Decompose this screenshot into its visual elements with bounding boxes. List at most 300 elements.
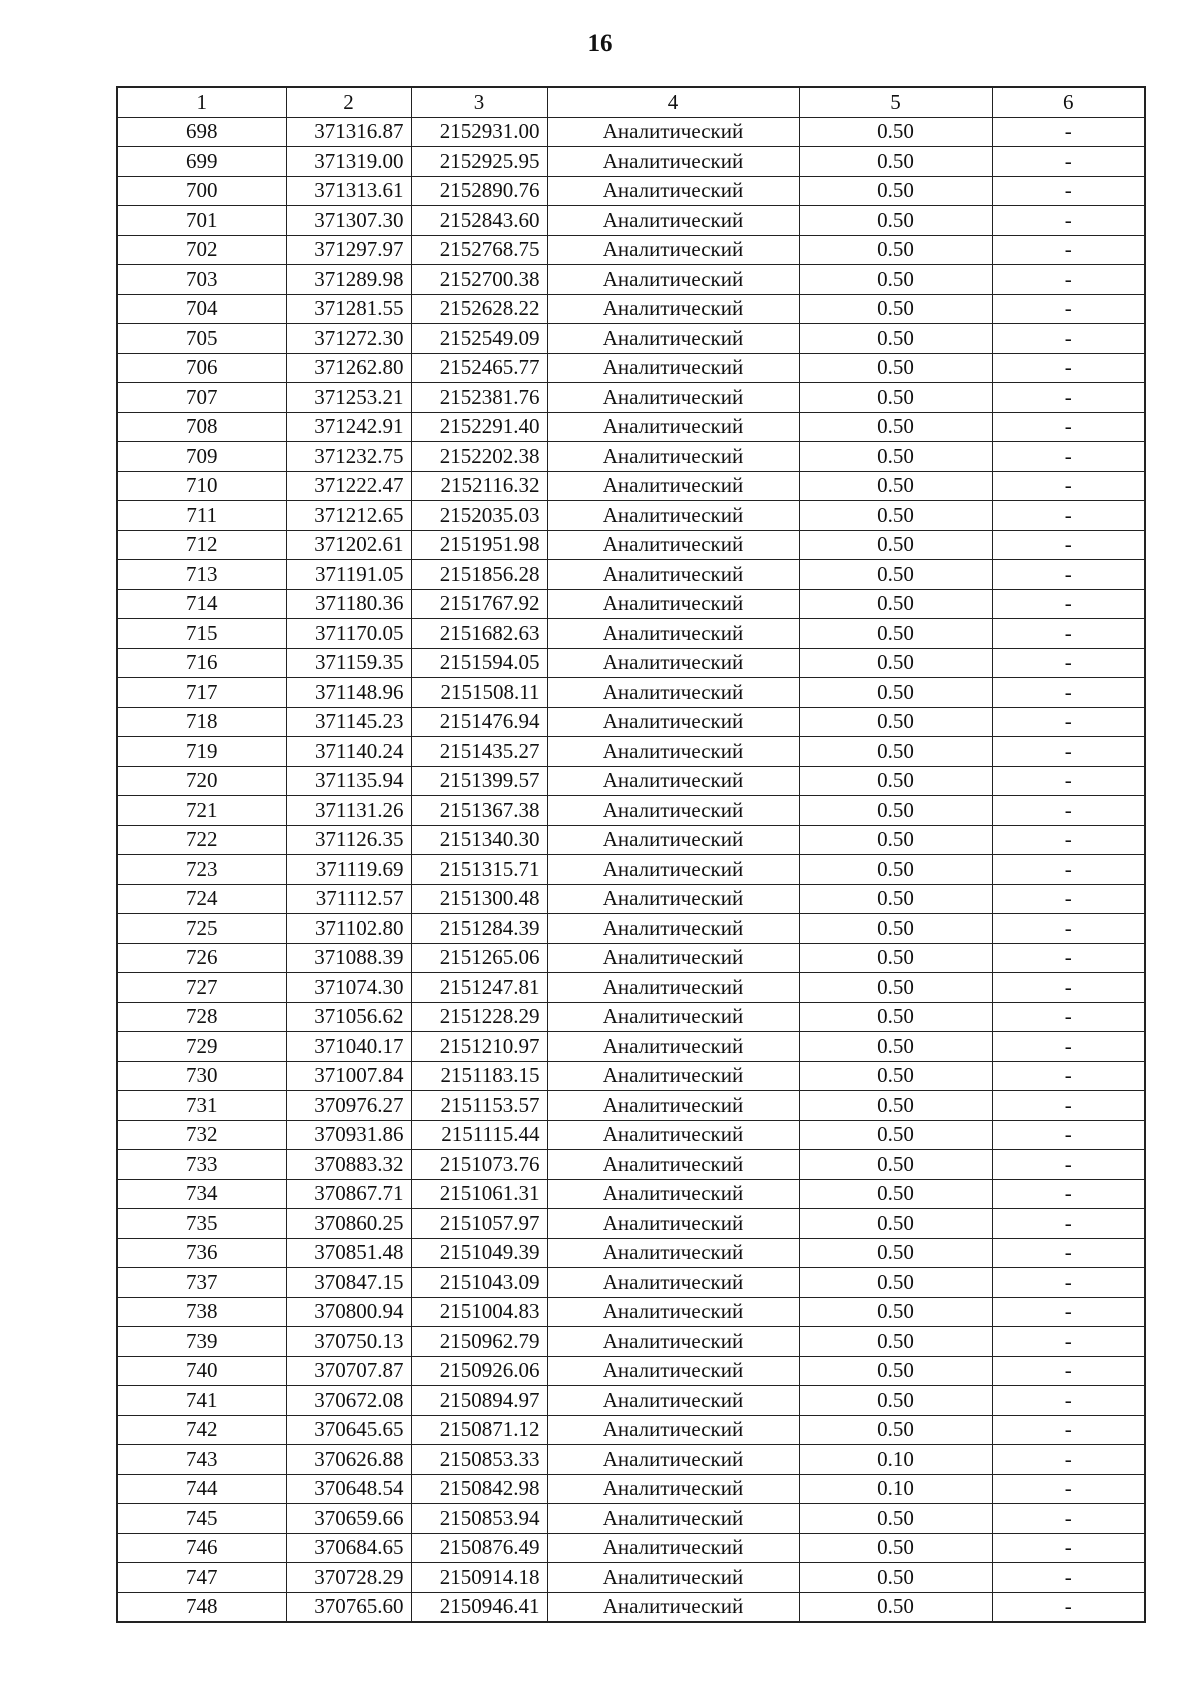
note-cell: - (992, 1415, 1145, 1445)
point-number-cell: 706 (117, 353, 286, 383)
accuracy-cell: 0.50 (799, 1002, 992, 1032)
accuracy-cell: 0.50 (799, 1032, 992, 1062)
method-cell: Аналитический (547, 1533, 799, 1563)
method-cell: Аналитический (547, 737, 799, 767)
x-coordinate-cell: 370684.65 (286, 1533, 411, 1563)
table-row (117, 1533, 1145, 1563)
table-row (117, 501, 1145, 531)
point-number-cell: 720 (117, 766, 286, 796)
accuracy-cell: 0.50 (799, 117, 992, 147)
note-cell: - (992, 1474, 1145, 1504)
x-coordinate-cell: 371253.21 (286, 383, 411, 413)
note-cell: - (992, 412, 1145, 442)
table-row (117, 855, 1145, 885)
table-row (117, 1032, 1145, 1062)
note-cell: - (992, 1504, 1145, 1534)
x-coordinate-cell: 371007.84 (286, 1061, 411, 1091)
point-number-cell: 717 (117, 678, 286, 708)
method-cell: Аналитический (547, 1179, 799, 1209)
x-coordinate-cell: 370707.87 (286, 1356, 411, 1386)
note-cell: - (992, 1592, 1145, 1622)
x-coordinate-cell: 371222.47 (286, 471, 411, 501)
note-cell: - (992, 530, 1145, 560)
point-number-cell: 715 (117, 619, 286, 649)
x-coordinate-cell: 371281.55 (286, 294, 411, 324)
y-coordinate-cell: 2151315.71 (411, 855, 547, 885)
accuracy-cell: 0.10 (799, 1474, 992, 1504)
point-number-cell: 748 (117, 1592, 286, 1622)
x-coordinate-cell: 371040.17 (286, 1032, 411, 1062)
note-cell: - (992, 1002, 1145, 1032)
point-number-cell: 742 (117, 1415, 286, 1445)
note-cell: - (992, 324, 1145, 354)
x-coordinate-cell: 370750.13 (286, 1327, 411, 1357)
accuracy-cell: 0.50 (799, 560, 992, 590)
y-coordinate-cell: 2151682.63 (411, 619, 547, 649)
note-cell: - (992, 855, 1145, 885)
method-cell: Аналитический (547, 265, 799, 295)
accuracy-cell: 0.50 (799, 825, 992, 855)
table-row (117, 1592, 1145, 1622)
y-coordinate-cell: 2152381.76 (411, 383, 547, 413)
method-cell: Аналитический (547, 766, 799, 796)
y-coordinate-cell: 2150853.33 (411, 1445, 547, 1475)
note-cell: - (992, 796, 1145, 826)
accuracy-cell: 0.50 (799, 766, 992, 796)
x-coordinate-cell: 371148.96 (286, 678, 411, 708)
accuracy-cell: 0.50 (799, 1179, 992, 1209)
method-cell: Аналитический (547, 589, 799, 619)
table-row (117, 235, 1145, 265)
method-cell: Аналитический (547, 383, 799, 413)
y-coordinate-cell: 2151043.09 (411, 1268, 547, 1298)
y-coordinate-cell: 2151153.57 (411, 1091, 547, 1121)
x-coordinate-cell: 370800.94 (286, 1297, 411, 1327)
table-row (117, 619, 1145, 649)
note-cell: - (992, 1356, 1145, 1386)
x-coordinate-cell: 371316.87 (286, 117, 411, 147)
note-cell: - (992, 825, 1145, 855)
point-number-cell: 712 (117, 530, 286, 560)
note-cell: - (992, 1120, 1145, 1150)
note-cell: - (992, 206, 1145, 236)
method-cell: Аналитический (547, 560, 799, 590)
method-cell: Аналитический (547, 1268, 799, 1298)
y-coordinate-cell: 2152925.95 (411, 147, 547, 177)
accuracy-cell: 0.50 (799, 973, 992, 1003)
x-coordinate-cell: 371112.57 (286, 884, 411, 914)
table-row (117, 324, 1145, 354)
table-row (117, 1150, 1145, 1180)
point-number-cell: 726 (117, 943, 286, 973)
point-number-cell: 704 (117, 294, 286, 324)
accuracy-cell: 0.50 (799, 678, 992, 708)
note-cell: - (992, 737, 1145, 767)
note-cell: - (992, 1533, 1145, 1563)
x-coordinate-cell: 371170.05 (286, 619, 411, 649)
y-coordinate-cell: 2152291.40 (411, 412, 547, 442)
accuracy-cell: 0.50 (799, 1415, 992, 1445)
method-cell: Аналитический (547, 678, 799, 708)
point-number-cell: 711 (117, 501, 286, 531)
y-coordinate-cell: 2150962.79 (411, 1327, 547, 1357)
note-cell: - (992, 383, 1145, 413)
accuracy-cell: 0.50 (799, 1592, 992, 1622)
x-coordinate-cell: 371232.75 (286, 442, 411, 472)
point-number-cell: 733 (117, 1150, 286, 1180)
table-row (117, 442, 1145, 472)
accuracy-cell: 0.50 (799, 1120, 992, 1150)
table-row (117, 471, 1145, 501)
table-row (117, 1504, 1145, 1534)
x-coordinate-cell: 371191.05 (286, 560, 411, 590)
accuracy-cell: 0.50 (799, 412, 992, 442)
table-row (117, 884, 1145, 914)
y-coordinate-cell: 2151004.83 (411, 1297, 547, 1327)
point-number-cell: 721 (117, 796, 286, 826)
column-header-3: 3 (411, 87, 547, 117)
table-row (117, 796, 1145, 826)
note-cell: - (992, 442, 1145, 472)
accuracy-cell: 0.50 (799, 1209, 992, 1239)
point-number-cell: 728 (117, 1002, 286, 1032)
table-row (117, 1327, 1145, 1357)
y-coordinate-cell: 2151340.30 (411, 825, 547, 855)
method-cell: Аналитический (547, 943, 799, 973)
point-number-cell: 702 (117, 235, 286, 265)
note-cell: - (992, 973, 1145, 1003)
method-cell: Аналитический (547, 1386, 799, 1416)
table-row (117, 265, 1145, 295)
y-coordinate-cell: 2151594.05 (411, 648, 547, 678)
point-number-cell: 727 (117, 973, 286, 1003)
point-number-cell: 701 (117, 206, 286, 236)
x-coordinate-cell: 370931.86 (286, 1120, 411, 1150)
point-number-cell: 698 (117, 117, 286, 147)
accuracy-cell: 0.50 (799, 1356, 992, 1386)
accuracy-cell: 0.50 (799, 471, 992, 501)
accuracy-cell: 0.50 (799, 206, 992, 236)
y-coordinate-cell: 2152202.38 (411, 442, 547, 472)
table-row (117, 1120, 1145, 1150)
column-header-5: 5 (799, 87, 992, 117)
method-cell: Аналитический (547, 707, 799, 737)
y-coordinate-cell: 2151508.11 (411, 678, 547, 708)
note-cell: - (992, 1150, 1145, 1180)
y-coordinate-cell: 2150842.98 (411, 1474, 547, 1504)
table-row (117, 973, 1145, 1003)
x-coordinate-cell: 371119.69 (286, 855, 411, 885)
table-row (117, 1238, 1145, 1268)
x-coordinate-cell: 370851.48 (286, 1238, 411, 1268)
note-cell: - (992, 1445, 1145, 1475)
accuracy-cell: 0.50 (799, 619, 992, 649)
accuracy-cell: 0.50 (799, 324, 992, 354)
y-coordinate-cell: 2151073.76 (411, 1150, 547, 1180)
point-number-cell: 736 (117, 1238, 286, 1268)
table-row (117, 1268, 1145, 1298)
x-coordinate-cell: 370626.88 (286, 1445, 411, 1475)
table-row (117, 678, 1145, 708)
point-number-cell: 713 (117, 560, 286, 590)
note-cell: - (992, 648, 1145, 678)
table-row (117, 737, 1145, 767)
note-cell: - (992, 1268, 1145, 1298)
method-cell: Аналитический (547, 235, 799, 265)
point-number-cell: 710 (117, 471, 286, 501)
y-coordinate-cell: 2150894.97 (411, 1386, 547, 1416)
x-coordinate-cell: 371088.39 (286, 943, 411, 973)
y-coordinate-cell: 2151856.28 (411, 560, 547, 590)
table-row (117, 117, 1145, 147)
x-coordinate-cell: 371131.26 (286, 796, 411, 826)
point-number-cell: 729 (117, 1032, 286, 1062)
table-row (117, 825, 1145, 855)
y-coordinate-cell: 2152465.77 (411, 353, 547, 383)
method-cell: Аналитический (547, 1150, 799, 1180)
method-cell: Аналитический (547, 353, 799, 383)
y-coordinate-cell: 2151767.92 (411, 589, 547, 619)
table-row (117, 707, 1145, 737)
table-body (117, 117, 1145, 1622)
method-cell: Аналитический (547, 973, 799, 1003)
point-number-cell: 734 (117, 1179, 286, 1209)
accuracy-cell: 0.50 (799, 884, 992, 914)
table-row (117, 383, 1145, 413)
accuracy-cell: 0.50 (799, 796, 992, 826)
method-cell: Аналитический (547, 914, 799, 944)
method-cell: Аналитический (547, 1504, 799, 1534)
accuracy-cell: 0.50 (799, 914, 992, 944)
point-number-cell: 725 (117, 914, 286, 944)
table-row (117, 1445, 1145, 1475)
accuracy-cell: 0.50 (799, 943, 992, 973)
point-number-cell: 745 (117, 1504, 286, 1534)
point-number-cell: 735 (117, 1209, 286, 1239)
x-coordinate-cell: 371313.61 (286, 176, 411, 206)
table-header (117, 87, 1145, 117)
point-number-cell: 723 (117, 855, 286, 885)
x-coordinate-cell: 371289.98 (286, 265, 411, 295)
x-coordinate-cell: 371126.35 (286, 825, 411, 855)
method-cell: Аналитический (547, 825, 799, 855)
accuracy-cell: 0.50 (799, 501, 992, 531)
y-coordinate-cell: 2151265.06 (411, 943, 547, 973)
method-cell: Аналитический (547, 855, 799, 885)
y-coordinate-cell: 2151057.97 (411, 1209, 547, 1239)
y-coordinate-cell: 2151115.44 (411, 1120, 547, 1150)
y-coordinate-cell: 2151247.81 (411, 973, 547, 1003)
point-number-cell: 703 (117, 265, 286, 295)
note-cell: - (992, 1032, 1145, 1062)
x-coordinate-cell: 371159.35 (286, 648, 411, 678)
accuracy-cell: 0.50 (799, 737, 992, 767)
x-coordinate-cell: 370645.65 (286, 1415, 411, 1445)
accuracy-cell: 0.50 (799, 589, 992, 619)
method-cell: Аналитический (547, 1327, 799, 1357)
accuracy-cell: 0.50 (799, 1238, 992, 1268)
y-coordinate-cell: 2150853.94 (411, 1504, 547, 1534)
x-coordinate-cell: 370883.32 (286, 1150, 411, 1180)
point-number-cell: 714 (117, 589, 286, 619)
y-coordinate-cell: 2152700.38 (411, 265, 547, 295)
note-cell: - (992, 1209, 1145, 1239)
note-cell: - (992, 1563, 1145, 1593)
x-coordinate-cell: 370860.25 (286, 1209, 411, 1239)
table-row (117, 1386, 1145, 1416)
method-cell: Аналитический (547, 471, 799, 501)
table-row (117, 914, 1145, 944)
x-coordinate-cell: 371297.97 (286, 235, 411, 265)
table-row (117, 589, 1145, 619)
x-coordinate-cell: 370648.54 (286, 1474, 411, 1504)
y-coordinate-cell: 2152768.75 (411, 235, 547, 265)
table-row (117, 1002, 1145, 1032)
table-row (117, 1209, 1145, 1239)
method-cell: Аналитический (547, 1002, 799, 1032)
table-row (117, 176, 1145, 206)
note-cell: - (992, 117, 1145, 147)
accuracy-cell: 0.50 (799, 265, 992, 295)
table-row (117, 353, 1145, 383)
y-coordinate-cell: 2151284.39 (411, 914, 547, 944)
point-number-cell: 722 (117, 825, 286, 855)
method-cell: Аналитический (547, 412, 799, 442)
point-number-cell: 705 (117, 324, 286, 354)
point-number-cell: 746 (117, 1533, 286, 1563)
point-number-cell: 732 (117, 1120, 286, 1150)
note-cell: - (992, 914, 1145, 944)
point-number-cell: 741 (117, 1386, 286, 1416)
point-number-cell: 716 (117, 648, 286, 678)
accuracy-cell: 0.50 (799, 1297, 992, 1327)
column-header-2: 2 (286, 87, 411, 117)
note-cell: - (992, 1238, 1145, 1268)
y-coordinate-cell: 2150914.18 (411, 1563, 547, 1593)
accuracy-cell: 0.50 (799, 176, 992, 206)
table-row (117, 1474, 1145, 1504)
y-coordinate-cell: 2151183.15 (411, 1061, 547, 1091)
table-row (117, 1061, 1145, 1091)
note-cell: - (992, 147, 1145, 177)
note-cell: - (992, 1179, 1145, 1209)
note-cell: - (992, 1297, 1145, 1327)
method-cell: Аналитический (547, 206, 799, 236)
coordinates-table (116, 86, 1146, 1623)
table-row (117, 1297, 1145, 1327)
method-cell: Аналитический (547, 294, 799, 324)
x-coordinate-cell: 370867.71 (286, 1179, 411, 1209)
y-coordinate-cell: 2151951.98 (411, 530, 547, 560)
accuracy-cell: 0.50 (799, 294, 992, 324)
x-coordinate-cell: 371180.36 (286, 589, 411, 619)
y-coordinate-cell: 2152843.60 (411, 206, 547, 236)
y-coordinate-cell: 2152035.03 (411, 501, 547, 531)
y-coordinate-cell: 2152628.22 (411, 294, 547, 324)
y-coordinate-cell: 2150876.49 (411, 1533, 547, 1563)
x-coordinate-cell: 371262.80 (286, 353, 411, 383)
y-coordinate-cell: 2152549.09 (411, 324, 547, 354)
y-coordinate-cell: 2150871.12 (411, 1415, 547, 1445)
accuracy-cell: 0.50 (799, 1327, 992, 1357)
table-row (117, 206, 1145, 236)
x-coordinate-cell: 370659.66 (286, 1504, 411, 1534)
accuracy-cell: 0.50 (799, 383, 992, 413)
method-cell: Аналитический (547, 176, 799, 206)
method-cell: Аналитический (547, 1356, 799, 1386)
point-number-cell: 724 (117, 884, 286, 914)
method-cell: Аналитический (547, 884, 799, 914)
accuracy-cell: 0.50 (799, 235, 992, 265)
method-cell: Аналитический (547, 1297, 799, 1327)
x-coordinate-cell: 371102.80 (286, 914, 411, 944)
y-coordinate-cell: 2151228.29 (411, 1002, 547, 1032)
table-row (117, 147, 1145, 177)
header-row (117, 87, 1145, 117)
note-cell: - (992, 1061, 1145, 1091)
table-row (117, 560, 1145, 590)
x-coordinate-cell: 371212.65 (286, 501, 411, 531)
method-cell: Аналитический (547, 1474, 799, 1504)
x-coordinate-cell: 371272.30 (286, 324, 411, 354)
point-number-cell: 731 (117, 1091, 286, 1121)
y-coordinate-cell: 2151435.27 (411, 737, 547, 767)
accuracy-cell: 0.50 (799, 855, 992, 885)
table-row (117, 1179, 1145, 1209)
accuracy-cell: 0.50 (799, 442, 992, 472)
column-header-1: 1 (117, 87, 286, 117)
accuracy-cell: 0.50 (799, 1563, 992, 1593)
method-cell: Аналитический (547, 1209, 799, 1239)
method-cell: Аналитический (547, 1238, 799, 1268)
accuracy-cell: 0.50 (799, 1091, 992, 1121)
table-row (117, 412, 1145, 442)
method-cell: Аналитический (547, 324, 799, 354)
table-row (117, 1356, 1145, 1386)
point-number-cell: 740 (117, 1356, 286, 1386)
note-cell: - (992, 265, 1145, 295)
accuracy-cell: 0.50 (799, 1504, 992, 1534)
method-cell: Аналитический (547, 442, 799, 472)
column-header-4: 4 (547, 87, 799, 117)
table-row (117, 530, 1145, 560)
note-cell: - (992, 1386, 1145, 1416)
accuracy-cell: 0.50 (799, 1268, 992, 1298)
accuracy-cell: 0.50 (799, 1533, 992, 1563)
x-coordinate-cell: 370847.15 (286, 1268, 411, 1298)
point-number-cell: 707 (117, 383, 286, 413)
y-coordinate-cell: 2152890.76 (411, 176, 547, 206)
point-number-cell: 700 (117, 176, 286, 206)
point-number-cell: 744 (117, 1474, 286, 1504)
note-cell: - (992, 766, 1145, 796)
x-coordinate-cell: 371056.62 (286, 1002, 411, 1032)
y-coordinate-cell: 2151049.39 (411, 1238, 547, 1268)
table-row (117, 1563, 1145, 1593)
table-row (117, 943, 1145, 973)
method-cell: Аналитический (547, 796, 799, 826)
note-cell: - (992, 589, 1145, 619)
x-coordinate-cell: 371135.94 (286, 766, 411, 796)
method-cell: Аналитический (547, 1032, 799, 1062)
y-coordinate-cell: 2151061.31 (411, 1179, 547, 1209)
x-coordinate-cell: 371074.30 (286, 973, 411, 1003)
note-cell: - (992, 678, 1145, 708)
method-cell: Аналитический (547, 1061, 799, 1091)
note-cell: - (992, 176, 1145, 206)
point-number-cell: 718 (117, 707, 286, 737)
method-cell: Аналитический (547, 117, 799, 147)
